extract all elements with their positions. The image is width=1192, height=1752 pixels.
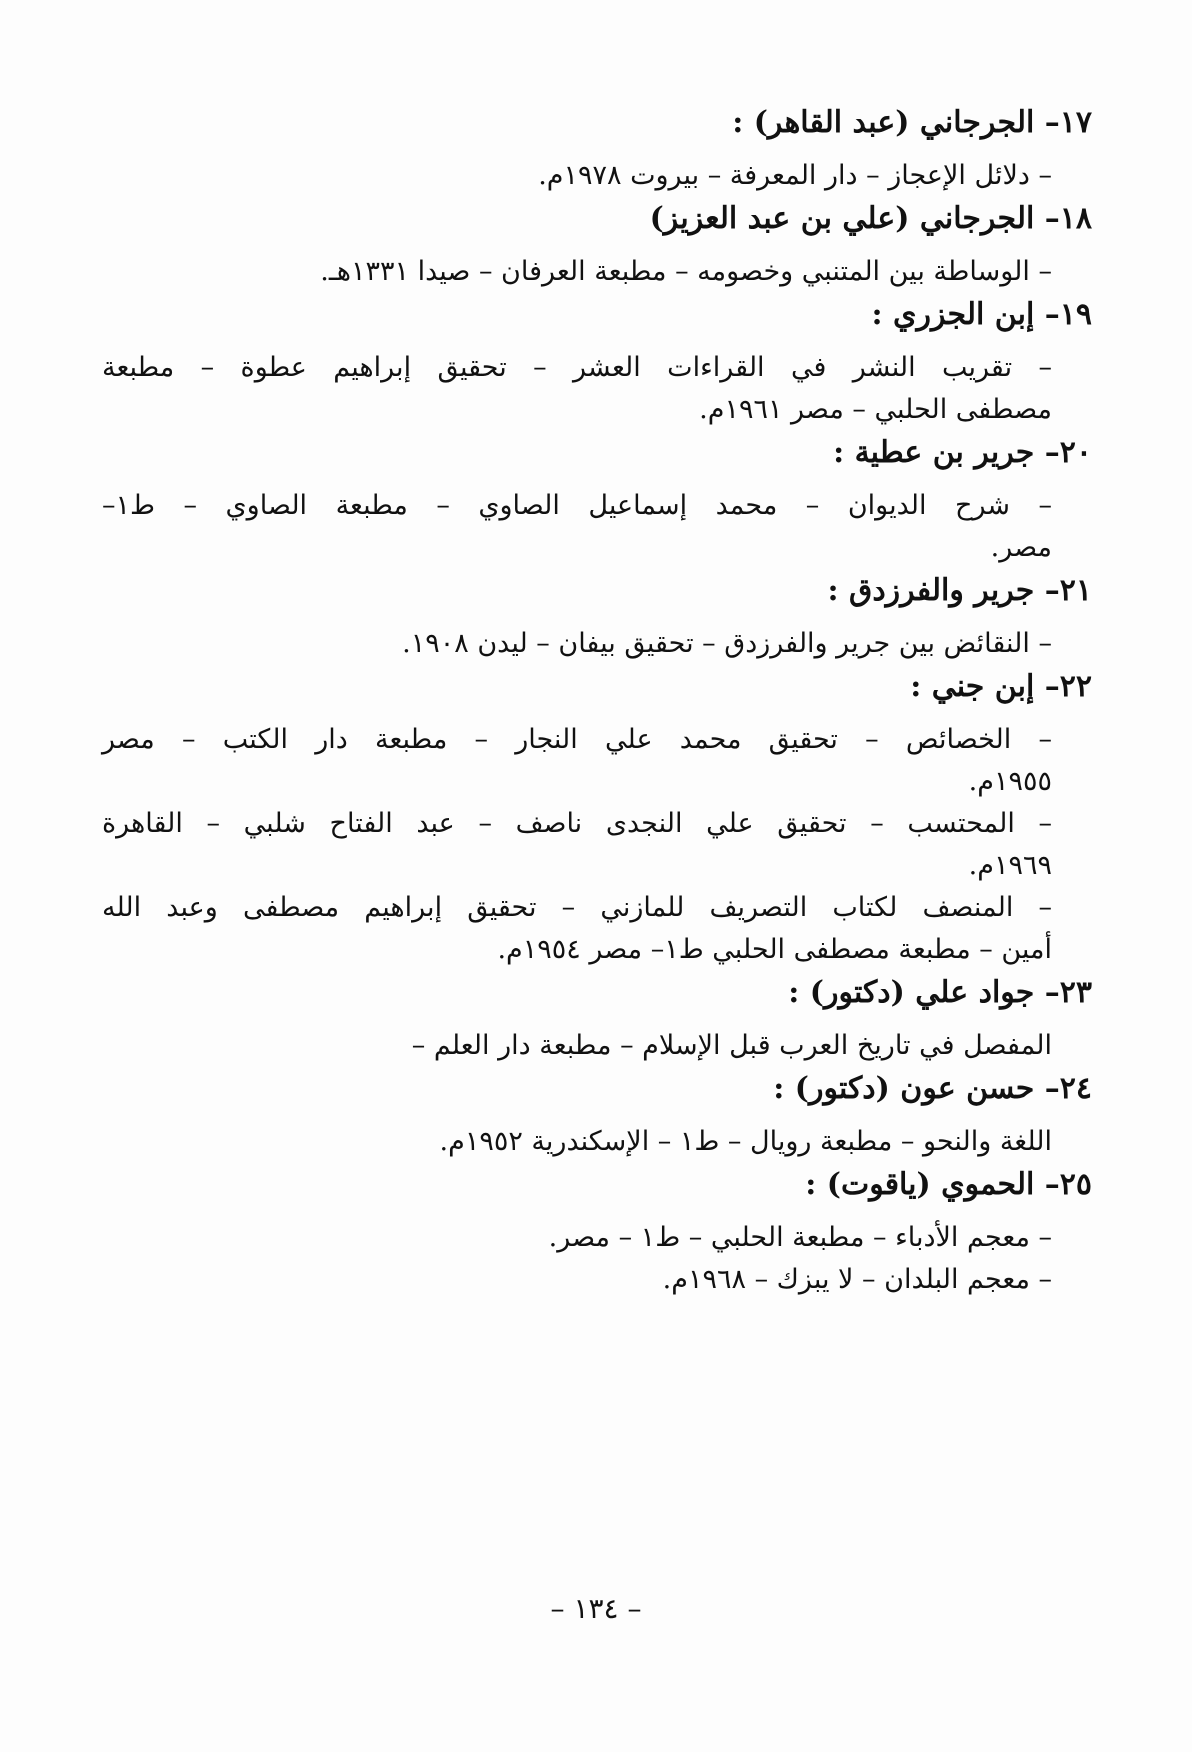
entry-line: – دلائل الإعجاز – دار المعرفة – بيروت ١٩٧٨م. [538,160,1052,191]
entry-line: – معجم الأدباء – مطبعة الحلبي – ط١ – مصر. [548,1222,1052,1253]
entry-heading-17: ١٧– الجرجاني (عبد القاهر) : [732,105,1092,140]
entry-line: المفصل في تاريخ العرب قبل الإسلام – مطبعة دار العلم – [411,1030,1052,1061]
entry-heading-23: ٢٣– جواد علي (دكتور) : [788,975,1092,1010]
entry-line: – تقريب النشر في القراءات العشر – تحقيق إبراهيم عطوة – مطبعة [102,352,1052,383]
entry-heading-19: ١٩– إبن الجزري : [871,297,1092,332]
entry-line: – الخصائص – تحقيق محمد علي النجار – مطبعة دار الكتب – مصر [102,724,1052,755]
entry-line: ١٩٥٥م. [968,766,1052,797]
entry-heading-25: ٢٥– الحموي (ياقوت) : [805,1167,1092,1202]
page-number: – ١٣٤ – [550,1592,642,1625]
entry-line: – الوساطة بين المتنبي وخصومه – مطبعة العرفان – صيدا ١٣٣١هـ. [320,256,1052,287]
bibliography-list [102,105,1092,1308]
entry-heading-20: ٢٠– جرير بن عطية : [833,435,1092,470]
entry-heading-21: ٢١– جرير والفرزدق : [827,573,1092,608]
entry-line: – شرح الديوان – محمد إسماعيل الصاوي – مطبعة الصاوي – ط١– [102,490,1052,521]
entry-line: اللغة والنحو – مطبعة رويال – ط١ – الإسكندرية ١٩٥٢م. [439,1126,1052,1157]
entry-line: – المنصف لكتاب التصريف للمازني – تحقيق إبراهيم مصطفى وعبد الله [102,892,1052,923]
entry-heading-18: ١٨– الجرجاني (علي بن عبد العزيز) [649,201,1092,236]
entry-line: مصر. [990,532,1052,563]
entry-heading-24: ٢٤– حسن عون (دكتور) : [773,1071,1092,1106]
entry-line: ١٩٦٩م. [968,850,1052,881]
entry-heading-22: ٢٢– إبن جني : [910,669,1092,704]
entry-line: أمين – مطبعة مصطفى الحلبي ط١– مصر ١٩٥٤م. [497,934,1052,965]
entry-line: مصطفى الحلبي – مصر ١٩٦١م. [699,394,1052,425]
entry-line: – النقائض بين جرير والفرزدق – تحقيق بيفان – ليدن ١٩٠٨. [402,628,1052,659]
entry-line: – المحتسب – تحقيق علي النجدى ناصف – عبد الفتاح شلبي – القاهرة [102,808,1052,839]
entry-line: – معجم البلدان – لا يبزك – ١٩٦٨م. [662,1264,1052,1295]
